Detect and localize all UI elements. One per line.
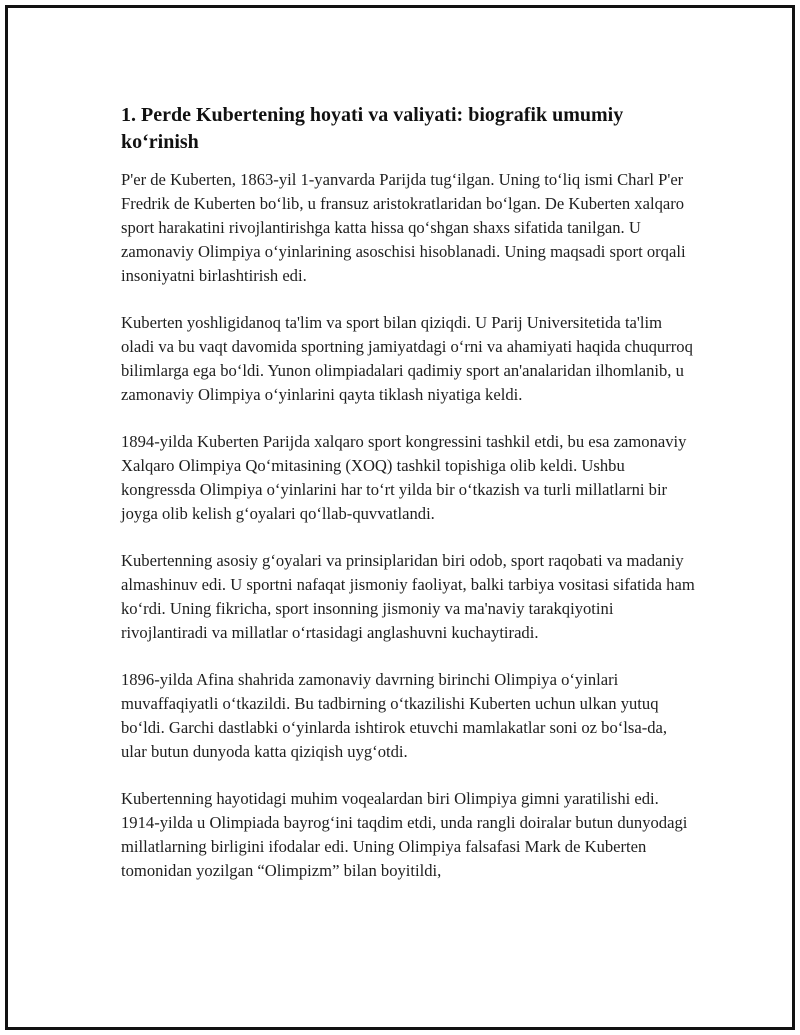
document-body bbox=[121, 102, 696, 906]
paragraph-birth: P'er de Kuberten, 1863-yil 1-yanvarda Parijda tug‘ilgan. Uning to‘liq ismi Charl P'er Fredrik de Kuberten bo‘lib, u fransuz aristokratlaridan bo‘lgan. De Kuberten xalqaro sport harakatini rivojlantirishga katta hissa qo‘shgan shaxs sifatida tanilgan. U zamonaviy Olimpiya o‘yinlarining asoschisi hisoblanadi. Uning maqsadi sport orqali insoniyatni birlashtirish edi. bbox=[121, 170, 686, 285]
paragraph-congress-1894: 1894-yilda Kuberten Parijda xalqaro sport kongressini tashkil etdi, bu esa zamonaviy Xalqaro Olimpiya Qo‘mitasining (XOQ) tashkil topishiga olib keldi. Ushbu kongressda Olimpiya o‘yinlarini har to‘rt yilda bir o‘tkazish va turli millatlarni bir joyga olib kelish g‘oyalari qo‘llab-quvvatlandi. bbox=[121, 432, 687, 523]
paragraph-olympic-flag: Kubertenning hayotidagi muhim voqealardan biri Olimpiya gimni yaratilishi edi. 1914-yilda u Olimpiada bayrog‘ini taqdim etdi, unda rangli doiralar butun dunyodagi millatlarning birligini ifodalar edi. Uning Olimpiya falsafasi Mark de Kuberten tomonidan yozilgan “Olimpizm” bilan boyitildi, bbox=[121, 789, 688, 880]
paragraph-principles: Kubertenning asosiy g‘oyalari va prinsiplaridan biri odob, sport raqobati va madaniy almashinuv edi. U sportni nafaqat jismoniy faoliyat, balki tarbiya vositasi sifatida ham ko‘rdi. Uning fikricha, sport insonning jismoniy va ma'naviy tarakqiyotini rivojlantiradi va millatlar o‘rtasidagi anglashuvni kuchaytiradi. bbox=[121, 551, 695, 642]
paragraph-education: Kuberten yoshligidanoq ta'lim va sport bilan qiziqdi. U Parij Universitetida ta'lim oladi va bu vaqt davomida sportning jamiyatdagi o‘rni va ahamiyati haqida chuqurroq bilimlarga ega bo‘ldi. Yunon olimpiadalari qadimiy sport an'analaridan ilhomlanib, u zamonaviy Olimpiya o‘yinlarini qayta tiklash niyatiga keldi. bbox=[121, 313, 693, 404]
page-frame bbox=[5, 5, 795, 1030]
paragraph-athens-1896: 1896-yilda Afina shahrida zamonaviy davrning birinchi Olimpiya o‘yinlari muvaffaqiyatli o‘tkazildi. Bu tadbirning o‘tkazilishi Kuberten uchun ulkan yutuq bo‘ldi. Garchi dastlabki o‘yinlarda ishtirok etuvchi mamlakatlar soni oz bo‘lsa-da, ular butun dunyoda katta qiziqish uyg‘otdi. bbox=[121, 670, 668, 761]
document-title: 1. Perde Kubertening hoyati va valiyati: biografik umumiy ko‘rinish bbox=[121, 104, 624, 153]
